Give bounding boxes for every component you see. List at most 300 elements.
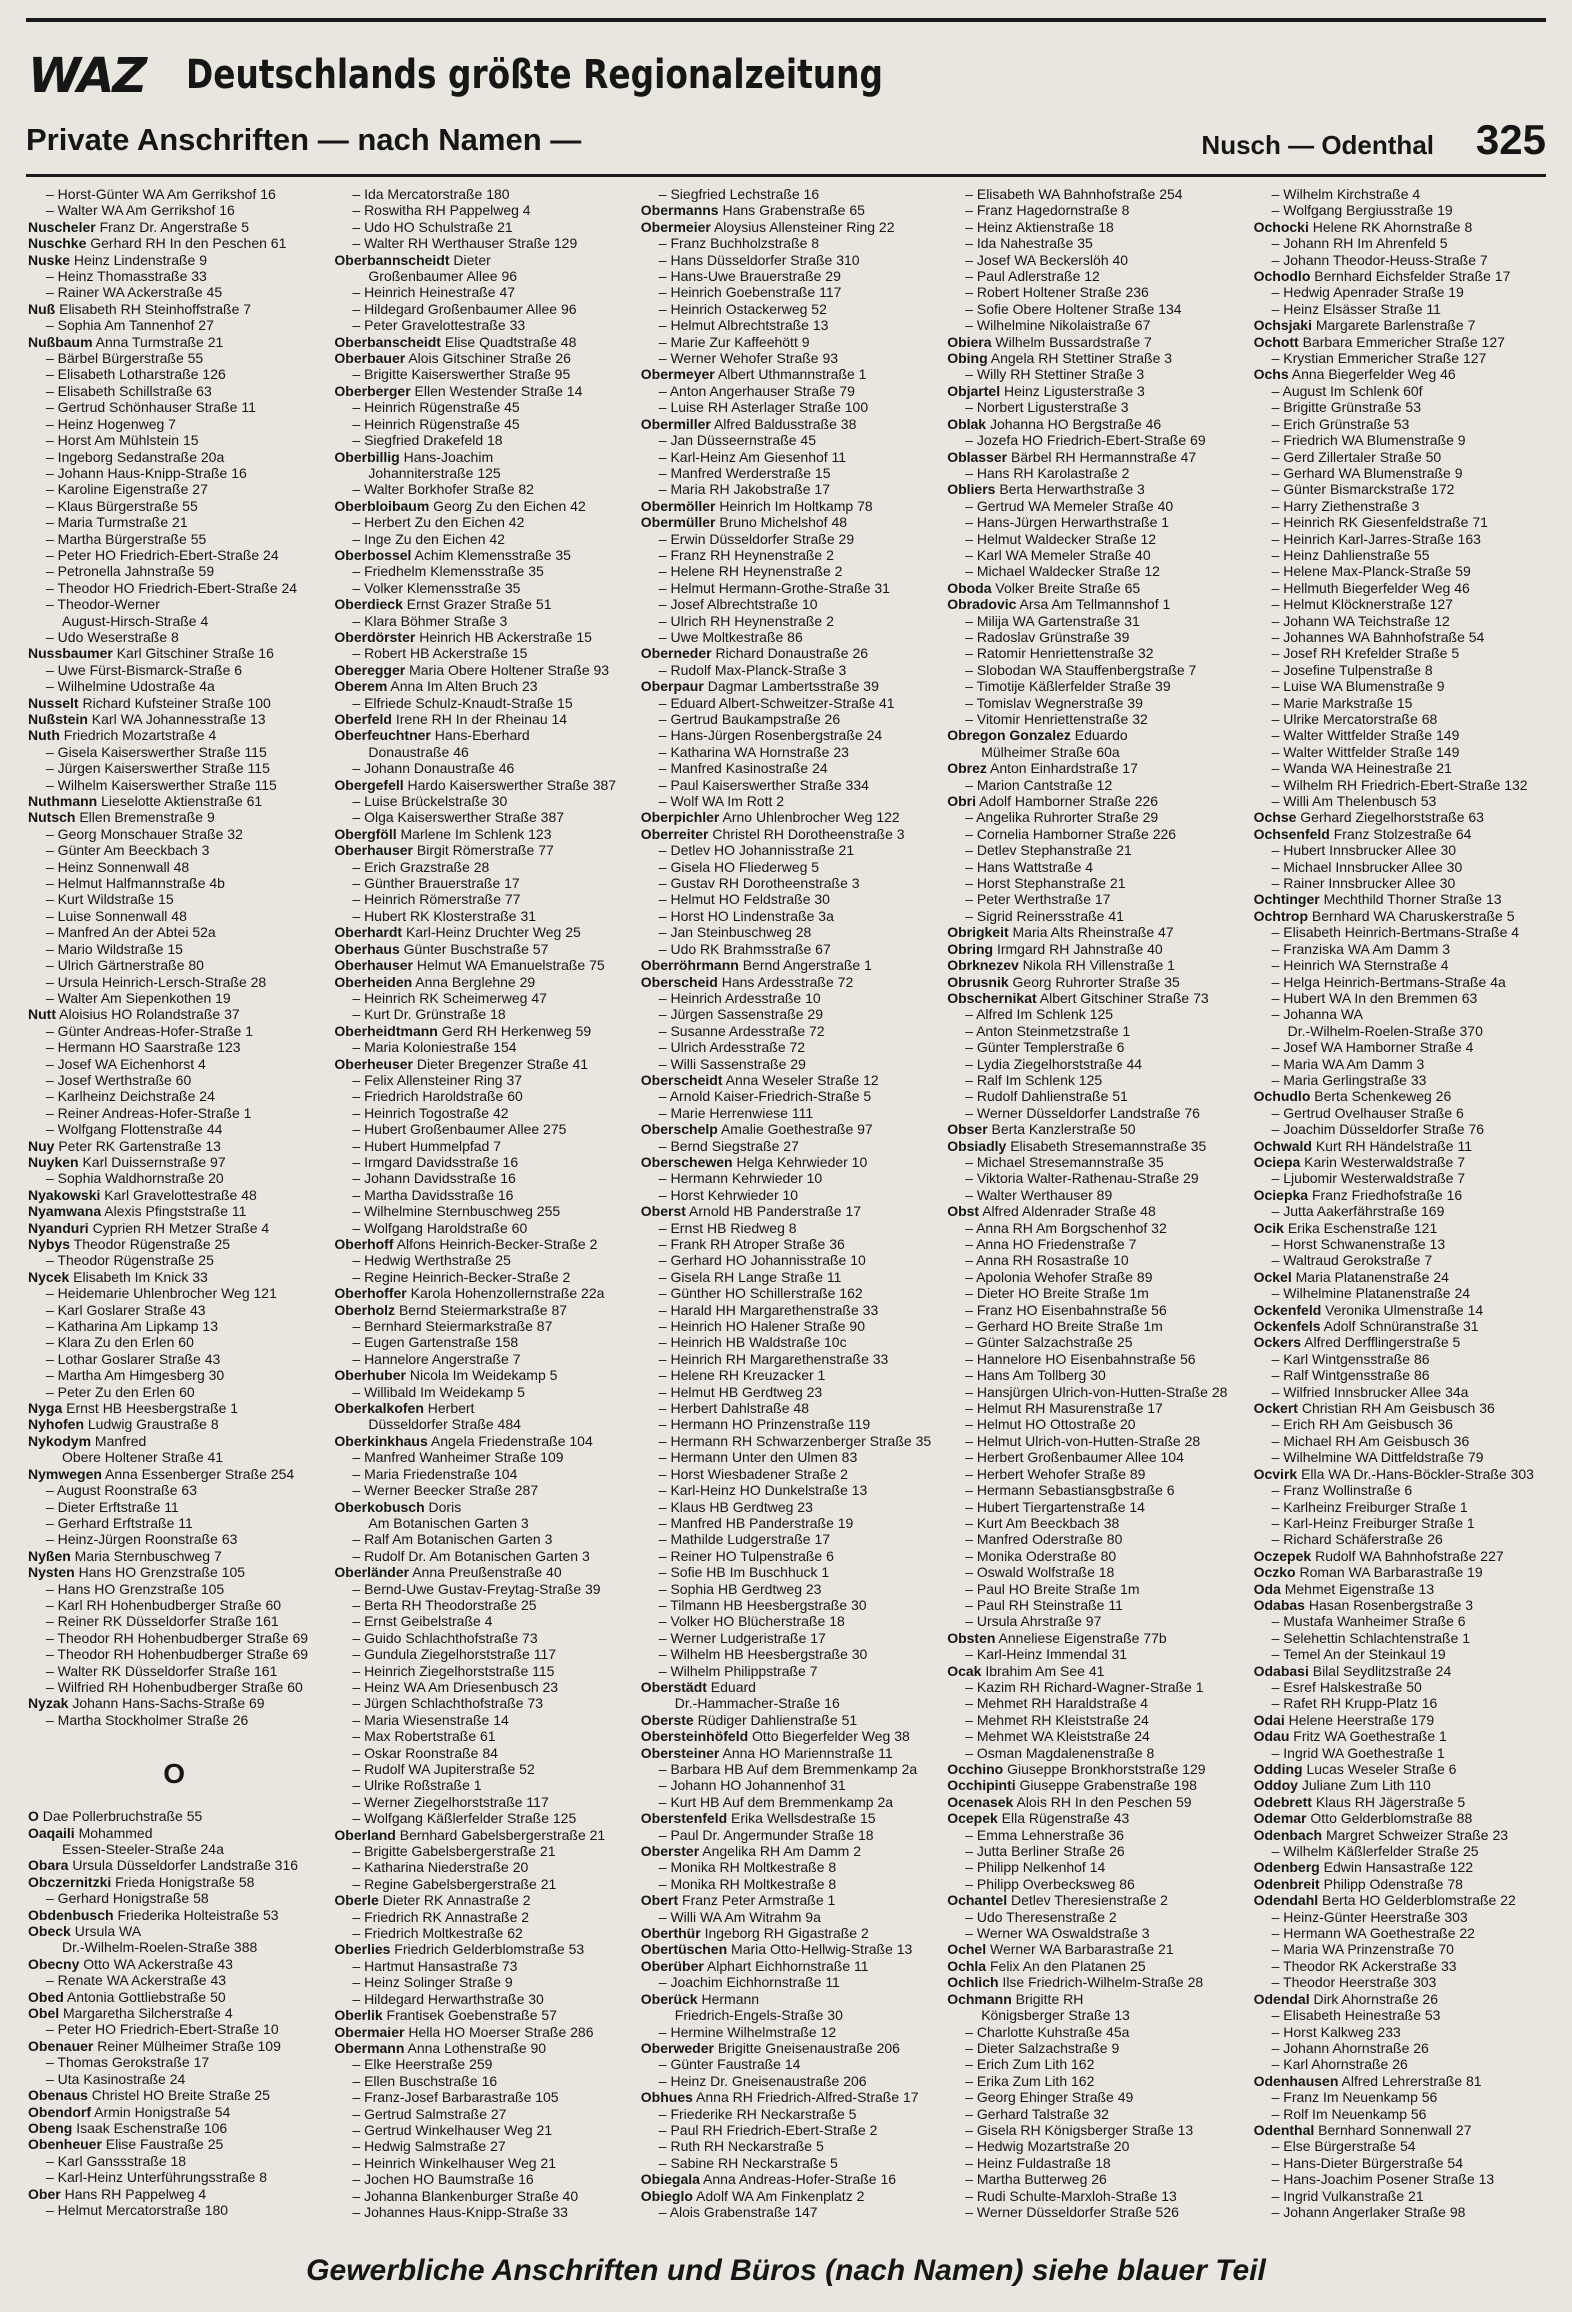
sub-entry: – Karl Goslarer Straße 43 [46, 1301, 206, 1318]
surname: Obschernikat [947, 989, 1037, 1006]
sub-entry: – Uwe Moltkestraße 86 [658, 628, 803, 645]
surname-entry: Obermanns Hans Grabenstraße 65 [640, 202, 865, 219]
surname: Obrigkeit [947, 924, 1009, 941]
sub-entry: – Waltraud Gerokstraße 7 [1271, 1252, 1433, 1269]
sub-entry: – Heinz Dr. Gneisenaustraße 206 [658, 2072, 867, 2089]
sub-entry: – Rudi Schulte-Marxloh-Straße 13 [965, 2187, 1177, 2204]
sub-entry: – Gertrud Ovelhauser Straße 6 [1271, 1104, 1464, 1121]
surname-entry: Obrknezev Nikola RH Villenstraße 1 [947, 957, 1175, 974]
sub-entry: – Brigitte Grünstraße 53 [1271, 399, 1421, 416]
surname: Oczepek [1253, 1547, 1312, 1564]
sub-entry: – Joachim Düsseldorfer Straße 76 [1271, 1121, 1485, 1138]
sub-entry: – Arnold Kaiser-Friedrich-Straße 5 [658, 1088, 872, 1105]
surname-entry: Obrez Anton Einhardstraße 17 [947, 760, 1138, 777]
sub-entry: – Harry Ziethenstraße 3 [1271, 497, 1420, 514]
surname: Odabasi [1253, 1662, 1309, 1679]
surname-entry: Obenauer Reiner Mülheimer Straße 109 [28, 2037, 281, 2054]
surname: Odendahl [1253, 1892, 1319, 1909]
sub-entry: – Heinrich Togostraße 42 [352, 1104, 509, 1121]
surname-entry: Oberbossel Achim Klemensstraße 35 [334, 546, 571, 563]
sub-entry: – Bärbel Bürgerstraße 55 [46, 350, 204, 367]
sub-entry: – Volker HO Blücherstraße 18 [658, 1613, 845, 1630]
surname-entry: Nyamwana Alexis Pfingststraße 11 [28, 1203, 247, 1220]
sub-entry: – Wilhelmine Udostraße 4a [46, 678, 215, 695]
sub-entry: – Wolf WA Im Rott 2 [658, 793, 785, 810]
surname-entry: Oberholz Bernd Steiermarkstraße 87 [334, 1301, 568, 1318]
surname-entry: Obring Irmgard RH Jahnstraße 40 [947, 940, 1163, 957]
surname-entry: Ockenfels Adolf Schnüranstraße 31 [1253, 1318, 1479, 1335]
sub-entry: – Anton Steinmetzstraße 1 [965, 1022, 1131, 1039]
surname-entry: Nykodym Manfred [28, 1432, 147, 1449]
sub-entry: – Maria WA Prinzenstraße 70 [1271, 1941, 1454, 1958]
sub-entry: – Paul HO Breite Straße 1m [965, 1580, 1140, 1597]
surname-entry: Obrigkeit Maria Alts Rheinstraße 47 [947, 924, 1174, 941]
sub-entry: – Helmut Waldecker Straße 12 [965, 530, 1157, 547]
surname-entry: Oberscheid Hans Ardesstraße 72 [640, 973, 854, 990]
sub-entry: – Reiner Andreas-Hofer-Straße 1 [46, 1104, 252, 1121]
sub-entry: – Werner Beecker Straße 287 [352, 1482, 539, 1499]
surname-entry: Nuth Friedrich Mozartstraße 4 [28, 727, 217, 744]
surname-entry: Oberhardt Karl-Heinz Druchter Weg 25 [334, 924, 581, 941]
surname: Ober [28, 2185, 61, 2202]
sub-entry: – Katharina Niederstraße 20 [352, 1859, 529, 1876]
sub-entry: – Klaus Bürgerstraße 55 [46, 497, 198, 514]
surname: Odenbreit [1253, 1875, 1320, 1892]
surname: Oberkobusch [334, 1498, 425, 1515]
surname: Obst [947, 1203, 980, 1220]
sub-entry: – Maria Koloniestraße 154 [352, 1039, 517, 1056]
surname: Ochtrop [1253, 907, 1309, 924]
surname-entry: Ockert Christian RH Am Geisbusch 36 [1253, 1400, 1495, 1417]
sub-entry: – Oskar Roonstraße 84 [352, 1744, 498, 1761]
surname: Obdenbusch [28, 1906, 114, 1923]
surname: Oberneder [640, 645, 712, 662]
sub-entry: – Reiner HO Tulpenstraße 6 [658, 1547, 834, 1564]
sub-entry: – Heinrich Winkelhauser Weg 21 [352, 2154, 557, 2171]
surname-entry: Obregon Gonzalez Eduardo [947, 727, 1128, 744]
sub-entry: – Anna RH Rosastraße 10 [965, 1252, 1129, 1269]
surname-entry: Ochantel Detlev Theresienstraße 2 [947, 1892, 1168, 1909]
surname-entry: Oberschewen Helga Kehrwieder 10 [640, 1153, 868, 1170]
surname-entry: Nycek Elisabeth Im Knick 33 [28, 1268, 208, 1285]
sub-entry: – Georg Ehinger Straße 49 [965, 2089, 1134, 2106]
sub-entry: – Hans-Jürgen Rosenbergstraße 24 [658, 727, 883, 744]
sub-entry: – Ratomir Henriettenstraße 32 [965, 645, 1154, 662]
sub-entry: – Ralf Im Schlenk 125 [965, 1071, 1103, 1088]
sub-entry: – Milija WA Gartenstraße 31 [965, 612, 1140, 629]
sub-entry: – Manfred Oderstraße 80 [965, 1531, 1123, 1548]
surname: Oberbossel [334, 546, 412, 563]
sub-entry: – Heinrich RK Scheimerweg 47 [352, 989, 547, 1006]
sub-entry: – Friederike RH Neckarstraße 5 [658, 2105, 857, 2122]
sub-entry: – Gundula Ziegelhorststraße 117 [352, 1646, 557, 1663]
sub-entry: – Ingrid WA Goethestraße 1 [1271, 1744, 1445, 1761]
sub-entry: – Petronella Jahnstraße 59 [46, 563, 215, 580]
newspaper-tagline: Deutschlands größte Regionalzeitung [186, 52, 884, 98]
surname: Obermeyer [640, 366, 715, 383]
surname-entry: Obenheuer Elise Faustraße 25 [28, 2136, 224, 2153]
sub-entry: – Elisabeth WA Bahnhofstraße 254 [965, 186, 1183, 202]
sub-entry: – Heinz Fuldastraße 18 [965, 2154, 1111, 2171]
sub-entry: – Martha Bürgerstraße 55 [46, 530, 207, 547]
surname-entry: Oberegger Maria Obere Holtener Straße 93 [334, 661, 610, 678]
sub-entry: – Berta RH Theodorstraße 25 [352, 1596, 537, 1613]
surname-entry: Oberster Angelika RH Am Damm 2 [640, 1843, 861, 1860]
sub-entry: – Heinz-Günter Heerstraße 303 [1271, 1908, 1468, 1925]
sub-entry: – Rudolf Dr. Am Botanischen Garten 3 [352, 1547, 590, 1564]
sub-entry: – Ulrich Ardesstraße 72 [658, 1039, 806, 1056]
sub-entry: – Hermann Unter den Ulmen 83 [658, 1449, 858, 1466]
sub-entry: – Maria Gerlingstraße 33 [1271, 1071, 1427, 1088]
surname: Oberhoff [334, 1236, 394, 1252]
sub-entry: – Gerhard Honigstraße 58 [46, 1890, 209, 1907]
sub-entry: – Herbert Großenbaumer Allee 104 [965, 1449, 1184, 1466]
surname: Occhipinti [947, 1777, 1016, 1794]
sub-entry: – Irmgard Davidsstraße 16 [352, 1153, 519, 1170]
surname-entry: Ochwald Kurt RH Händelstraße 11 [1253, 1137, 1472, 1154]
sub-entry: – Eduard Albert-Schweitzer-Straße 41 [658, 694, 895, 711]
surname-entry: Nußbaum Anna Turmstraße 21 [28, 333, 224, 350]
surname: Ochsenfeld [1253, 825, 1330, 842]
sub-entry: – Theodor Rügenstraße 25 [46, 1252, 214, 1269]
sub-entry: – Heinrich RH Margarethenstraße 33 [658, 1350, 889, 1367]
sub-entry: – Ulrike Roßstraße 1 [352, 1777, 482, 1794]
sub-entry: – Franz HO Eisenbahnstraße 56 [965, 1301, 1167, 1318]
surname-entry: Oberreiter Christel RH Dorotheenstraße 3 [640, 825, 905, 842]
sub-entry: – Hubert Hummelpfad 7 [352, 1137, 502, 1154]
surname-entry: Nußstein Karl WA Johannesstraße 13 [28, 711, 266, 727]
surname-entry: Obermann Anna Lothenstraße 90 [334, 2039, 547, 2056]
sub-entry: – Heinz Aktienstraße 18 [965, 218, 1114, 235]
sub-entry: – Hubert Großenbaumer Allee 275 [352, 1121, 567, 1138]
surname: Obliers [947, 481, 996, 498]
sub-entry: – Klara Böhmer Straße 3 [352, 612, 508, 629]
surname: Ockers [1253, 1334, 1302, 1351]
sub-entry: – Helmut Mercatorstraße 180 [46, 2201, 229, 2218]
sub-entry: – Ulrich Gärtnerstraße 80 [46, 957, 204, 974]
surname-entry: Nusselt Richard Kufsteiner Straße 100 [28, 694, 271, 711]
sub-entry: – Willi WA Am Witrahm 9a [658, 1908, 821, 1925]
sub-entry: – Karlheinz Freiburger Straße 1 [1271, 1498, 1468, 1515]
sub-entry: – Hildegard Großenbaumer Allee 96 [352, 300, 577, 317]
sub-entry: – Monika Oderstraße 80 [965, 1547, 1117, 1564]
surname: Ockert [1253, 1400, 1298, 1417]
sub-entry: – Werner Ziegelhorststraße 117 [352, 1793, 549, 1810]
surname: Nuth [28, 727, 60, 744]
surname: Ochudlo [1253, 1088, 1311, 1105]
surname: Oberlik [334, 2007, 383, 2024]
sub-entry: – Karl-Heinz Immendal 31 [965, 1646, 1128, 1663]
sub-entry: – Sophia HB Gerdtweg 23 [658, 1580, 822, 1597]
sub-entry: – Günter Bismarckstraße 172 [1271, 481, 1455, 498]
surname-entry: Ocik Erika Eschenstraße 121 [1253, 1219, 1438, 1236]
address-continuation: Dr.-Wilhelm-Roelen-Straße 388 [62, 1939, 258, 1956]
surname-entry: Occhino Giuseppe Bronkhorststraße 129 [947, 1761, 1206, 1777]
surname: Odai [1253, 1711, 1285, 1728]
surname: Nyakowski [28, 1186, 101, 1203]
surname: Ochtinger [1253, 891, 1320, 908]
sub-entry: – Heinrich WA Sternstraße 4 [1271, 957, 1449, 974]
sub-entry: – Peter HO Friedrich-Ebert-Straße 24 [46, 546, 279, 563]
sub-entry: – Martha Butterweg 26 [965, 2171, 1107, 2188]
surname: Obsiadly [947, 1137, 1007, 1154]
sub-entry: – Karoline Eigenstraße 27 [46, 481, 208, 498]
sub-entry: – Walter Borkhofer Straße 82 [352, 481, 534, 498]
sub-entry: – Wilhelmine WA Dittfeldstraße 79 [1271, 1449, 1484, 1466]
sub-entry: – Marie Markstraße 15 [1271, 694, 1413, 711]
sub-entry: – Gerhard Talstraße 32 [965, 2105, 1109, 2122]
sub-entry: – Gertrud Winkelhauser Weg 21 [352, 2121, 553, 2138]
surname-entry: Oberhuber Nicola Im Weidekamp 5 [334, 1367, 558, 1384]
surname-entry: Odendahl Berta HO Gelderblomstraße 22 [1253, 1892, 1516, 1909]
column-1 [28, 186, 320, 2226]
surname: Nyzak [28, 1695, 69, 1712]
sub-entry: – Franz Buchholzstraße 8 [658, 235, 820, 252]
surname-entry: Ochodlo Bernhard Eichsfelder Straße 17 [1253, 268, 1511, 285]
surname-entry: Nuy Peter RK Gartenstraße 13 [28, 1137, 221, 1154]
sub-entry: – Heinz Hogenweg 7 [46, 415, 176, 432]
sub-entry: – Udo RK Brahmsstraße 67 [658, 940, 831, 957]
sub-entry: – Hermann HO Prinzenstraße 119 [658, 1416, 871, 1433]
surname: Obermiller [640, 415, 711, 432]
surname: Oberpichler [640, 809, 720, 826]
surname: Ocak [947, 1662, 982, 1679]
sub-entry: – Lydia Ziegelhorststraße 44 [965, 1055, 1143, 1072]
surname: Oberpaur [640, 678, 704, 695]
sub-entry: – Ljubomir Westerwaldstraße 7 [1271, 1170, 1466, 1187]
sub-entry: – Hermann HO Saarstraße 123 [46, 1039, 241, 1056]
surname-entry: Obermüller Bruno Michelshof 48 [640, 514, 848, 531]
sub-entry: – Kazim RH Richard-Wagner-Straße 1 [965, 1678, 1204, 1695]
surname-entry: Odenbach Margret Schweizer Straße 23 [1253, 1826, 1509, 1843]
surname-entry: Odenbreit Philipp Odenstraße 78 [1253, 1875, 1463, 1892]
surname: Occhino [947, 1761, 1004, 1777]
surname: Obhues [640, 2089, 693, 2106]
sub-entry: – Selehettin Schlachtenstraße 1 [1271, 1629, 1471, 1646]
surname: Oberem [334, 678, 388, 695]
sub-entry: – Tomislav Wegnerstraße 39 [965, 694, 1143, 711]
surname: Oberlies [334, 1941, 391, 1958]
sub-entry: – Heinrich Karl-Jarres-Straße 163 [1271, 530, 1481, 547]
surname: Odenhausen [1253, 2072, 1339, 2089]
sub-entry: – Heinrich HB Waldstraße 10c [658, 1334, 847, 1351]
sub-entry: – Krystian Emmericher Straße 127 [1271, 350, 1487, 367]
sub-entry: – Emma Lehnerstraße 36 [965, 1826, 1124, 1843]
column-4 [947, 186, 1239, 2226]
surname: Odabas [1253, 1596, 1305, 1613]
sub-entry: – Friedrich RK Annastraße 2 [352, 1908, 530, 1925]
surname-entry: Oberpichler Arno Uhlenbrocher Weg 122 [640, 809, 900, 826]
surname: Ockenfels [1253, 1318, 1321, 1335]
sub-entry: – Helmut HO Feldstraße 30 [658, 891, 830, 908]
surname-entry: Oberkalkofen Herbert [334, 1400, 475, 1417]
surname-entry: Odding Lucas Weseler Straße 6 [1253, 1761, 1457, 1777]
surname-entry: Oberdieck Ernst Grazer Straße 51 [334, 596, 552, 613]
surname-entry: Obdenbusch Friederika Holteistraße 53 [28, 1906, 279, 1923]
sub-entry: – Hannelore HO Eisenbahnstraße 56 [965, 1350, 1196, 1367]
surname: Ociepa [1253, 1153, 1301, 1170]
sub-entry: – Hans-Dieter Bürgerstraße 54 [1271, 2154, 1464, 2171]
sub-entry: – Walter Werthauser 89 [965, 1186, 1113, 1203]
sub-entry: – Hubert Tiergartenstraße 14 [965, 1498, 1145, 1515]
sub-entry: – Walter RK Düsseldorfer Straße 161 [46, 1662, 278, 1679]
sub-entry: – Gerhard Erftstraße 11 [46, 1514, 193, 1531]
surname: Obsten [947, 1629, 996, 1646]
surname-entry: Ochlich Ilse Friedrich-Wilhelm-Straße 28 [947, 1974, 1204, 1991]
sub-entry: – Walter Wittfelder Straße 149 [1271, 743, 1460, 760]
sub-entry: – Peter Zu den Erlen 60 [46, 1383, 195, 1400]
surname-entry: Oberem Anna Im Alten Bruch 23 [334, 678, 538, 695]
surname: Oberkinkhaus [334, 1432, 428, 1449]
sub-entry: – Helmut HB Gerdtweg 23 [658, 1383, 823, 1400]
sub-entry: – Theodor-Werner [46, 596, 160, 613]
sub-entry: – Udo Theresenstraße 2 [965, 1908, 1117, 1925]
section-title: Private Anschriften — nach Namen — [26, 122, 582, 157]
sub-entry: – Michael RH Am Geisbusch 36 [1271, 1432, 1470, 1449]
sub-entry: – Gertrud Salmstraße 27 [352, 2105, 507, 2122]
surname-entry: Oberfeuchtner Hans-Eberhard [334, 727, 530, 744]
surname: Nuscheler [28, 218, 96, 235]
surname: Nuschke [28, 235, 87, 252]
surname-entry: Obiegala Anna Andreas-Hofer-Straße 16 [640, 2171, 897, 2188]
sub-entry: – Friedrich WA Blumenstraße 9 [1271, 432, 1466, 449]
sub-entry: – Detlev HO Johannisstraße 21 [658, 842, 855, 859]
surname-entry: Nyanduri Cyprien RH Metzer Straße 4 [28, 1219, 270, 1236]
surname: Oberhaus [334, 940, 400, 957]
sub-entry: – Hans Wattstraße 4 [965, 858, 1094, 875]
sub-entry: – Theodor RH Hohenbudberger Straße 69 [46, 1629, 309, 1646]
sub-entry: – Herbert Wehofer Straße 89 [965, 1465, 1146, 1482]
sub-entry: – Hermann WA Goethestraße 22 [1271, 1925, 1475, 1942]
surname-entry: Oberhoff Alfons Heinrich-Becker-Straße 2 [334, 1236, 598, 1252]
sub-entry: – Monika RH Moltkestraße 8 [658, 1859, 837, 1876]
sub-entry: – Ernst Geibelstraße 4 [352, 1613, 493, 1630]
surname: Obczernitzki [28, 1873, 112, 1890]
sub-entry: – Willi Am Thelenbusch 53 [1271, 793, 1437, 810]
sub-entry: – Erwin Düsseldorfer Straße 29 [658, 530, 855, 547]
sub-entry: – Horst Kalkweg 233 [1271, 2023, 1401, 2040]
surname: Ockel [1253, 1268, 1292, 1285]
sub-entry: – Brigitte Gabelsbergerstraße 21 [352, 1843, 556, 1860]
listing-columns [28, 186, 1546, 2226]
surname: Oberdörster [334, 628, 416, 645]
sub-entry: – Gustav RH Dorotheenstraße 3 [658, 875, 860, 892]
surname-entry: Ochmann Brigitte RH [947, 1990, 1084, 2007]
sub-entry: – Harald HH Margarethenstraße 33 [658, 1301, 879, 1318]
surname-entry: Nutt Aloisius HO Rolandstraße 37 [28, 1006, 240, 1023]
sub-entry: – Gisela RH Lange Straße 11 [658, 1268, 842, 1285]
sub-entry: – Hermann RH Schwarzenberger Straße 35 [658, 1432, 932, 1449]
sub-entry: – Uwe Fürst-Bismarck-Straße 6 [46, 661, 243, 678]
sub-entry: – Richard Schäferstraße 26 [1271, 1531, 1443, 1548]
surname: Ochse [1253, 809, 1297, 826]
sub-entry: – Timotije Käßlerfelder Straße 39 [965, 678, 1171, 695]
sub-entry: – Willy RH Stettiner Straße 3 [965, 366, 1145, 383]
surname: Oberück [640, 1990, 698, 2007]
sub-entry: – Alois Grabenstraße 147 [658, 2203, 818, 2220]
address-continuation: Dr.-Hammacher-Straße 16 [674, 1695, 840, 1712]
surname: Ochantel [947, 1892, 1008, 1909]
surname-entry: Obenaus Christel HO Breite Straße 25 [28, 2087, 270, 2104]
sub-entry: – Johann Angerlaker Straße 98 [1271, 2203, 1466, 2220]
sub-entry: – Osman Magdalenenstraße 8 [965, 1744, 1155, 1761]
sub-entry: – Heinz-Jürgen Roonstraße 63 [46, 1531, 238, 1548]
sub-entry: – Franz RH Heynenstraße 2 [658, 546, 834, 563]
sub-entry: – Helmut RH Masurenstraße 17 [965, 1400, 1163, 1417]
surname-entry: Obergefell Hardo Kaiserswerther Straße 387 [334, 776, 617, 793]
sub-entry: – Susanne Ardesstraße 72 [658, 1022, 825, 1039]
sub-entry: – Heinrich Römerstraße 77 [352, 891, 521, 908]
sub-entry: – Günther HO Schillerstraße 162 [658, 1285, 863, 1302]
sub-entry: – Willibald Im Weidekamp 5 [352, 1383, 525, 1400]
sub-entry: – Heinz Sonnenwall 48 [46, 858, 190, 875]
surname-entry: Odendal Dirk Ahornstraße 26 [1253, 1990, 1438, 2007]
sub-entry: – Kurt HB Auf dem Bremmenkamp 2a [658, 1793, 894, 1810]
sub-entry: – Paul RH Friedrich-Ebert-Straße 2 [658, 2121, 878, 2138]
sub-entry: – Volker Klemensstraße 35 [352, 579, 521, 596]
sub-entry: – Kurt Am Beeckbach 38 [965, 1514, 1120, 1531]
sub-entry: – Luise Sonnenwall 48 [46, 907, 187, 924]
surname: Oczko [1253, 1564, 1296, 1581]
sub-entry: – Hans Am Tollberg 30 [965, 1367, 1106, 1384]
sub-entry: – Johanna Blankenburger Straße 40 [352, 2187, 579, 2204]
sub-entry: – Maria WA Am Damm 3 [1271, 1055, 1425, 1072]
surname: Ockenfeld [1253, 1301, 1322, 1318]
surname-entry: Obradovic Arsa Am Tellmannshof 1 [947, 596, 1171, 613]
surname: Odenthal [1253, 2121, 1315, 2138]
surname-entry: Obst Alfred Aldenrader Straße 48 [947, 1203, 1156, 1220]
sub-entry: – Olga Kaiserswerther Straße 387 [352, 809, 565, 826]
sub-entry: – Erich Grazstraße 28 [352, 858, 490, 875]
sub-entry: – Ralf Wintgensstraße 86 [1271, 1367, 1430, 1384]
sub-entry: – Hildegard Herwarthstraße 30 [352, 1990, 544, 2007]
sub-entry: – Josef WA Eichenhorst 4 [46, 1055, 206, 1072]
sub-entry: – Marie Herrenwiese 111 [658, 1104, 814, 1121]
surname: Obed [28, 1988, 64, 2005]
surname: Obeng [28, 2119, 73, 2136]
sub-entry: – Inge Zu den Eichen 42 [352, 530, 505, 547]
surname-entry: Obeng Isaak Eschenstraße 106 [28, 2119, 228, 2136]
surname-entry: Nyßen Maria Sternbuschweg 7 [28, 1547, 222, 1564]
surname: Oberkalkofen [334, 1400, 424, 1417]
sub-entry: – Gisela Kaiserswerther Straße 115 [46, 743, 267, 760]
sub-entry: – Guido Schlachthofstraße 73 [352, 1629, 538, 1646]
surname: Ochmann [947, 1990, 1012, 2007]
surname-entry: Obiera Wilhelm Bussardstraße 7 [947, 333, 1152, 350]
surname-entry: Nuß Elisabeth RH Steinhoffstraße 7 [28, 300, 252, 317]
sub-entry: – Philipp Overbecksweg 86 [965, 1875, 1135, 1892]
sub-entry: – Gisela RH Königsberger Straße 13 [965, 2121, 1194, 2138]
sub-entry: – Marion Cantstraße 12 [965, 776, 1113, 793]
address-continuation: Mülheimer Straße 60a [981, 743, 1120, 760]
sub-entry: – Horst HO Lindenstraße 3a [658, 907, 834, 924]
surname: Ochocki [1253, 218, 1309, 235]
sub-entry: – Hedwig Werthstraße 25 [352, 1252, 511, 1269]
sub-entry: – Thomas Gerokstraße 17 [46, 2054, 210, 2071]
sub-entry: – Martha Davidsstraße 16 [352, 1186, 514, 1203]
surname: Oberscheid [640, 973, 718, 990]
sub-entry: – Sophia Waldhornstraße 20 [46, 1170, 224, 1187]
sub-entry: – Günter Faustraße 14 [658, 2056, 801, 2073]
sub-entry: – Jürgen Sassenstraße 29 [658, 1006, 824, 1023]
surname-entry: Ochocki Helene RK Ahornstraße 8 [1253, 218, 1473, 235]
section-letter: O [163, 1758, 186, 1790]
header-rule [26, 174, 1546, 177]
surname: Obri [947, 793, 976, 810]
sub-entry: – Peter HO Friedrich-Ebert-Straße 10 [46, 2021, 279, 2038]
sub-entry: – Manfred Wanheimer Straße 109 [352, 1449, 564, 1466]
sub-entry: – Helmut Albrechtstraße 13 [658, 317, 829, 334]
